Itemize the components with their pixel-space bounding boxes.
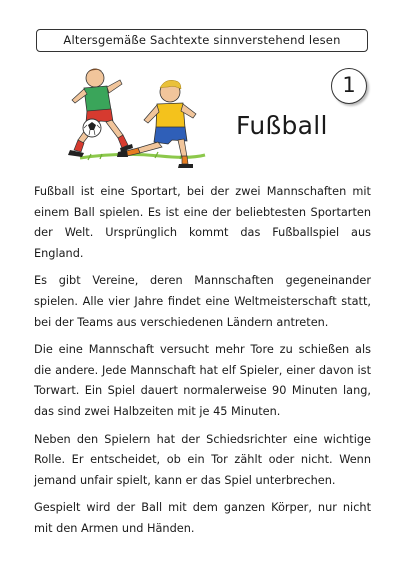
paragraph: Fußball ist eine Sportart, bei der zwei Mannschaften mit einem Ball spielen. Es ist eine der beliebtesten Sportarten der Welt. Ursprünglich kommt das Fußballspiel aus England. (34, 185, 371, 260)
paragraph: Gespielt wird der Ball mit dem ganzen Körper, nur nicht mit den Armen und Händen. (34, 501, 371, 535)
paragraph: Neben den Spielern hat der Schiedsrichter eine wichtige Rolle. Er entscheidet, ob ein Tor zählt oder nicht. Wenn jemand unfair spielt, kann er das Spiel unterbrechen. (34, 432, 371, 487)
yellow-shirt-icon (156, 103, 185, 128)
green-shirt-icon (84, 86, 111, 112)
paragraph: Es gibt Vereine, deren Mannschaften gegeneinander spielen. Alle vier Jahre findet eine Weltmeisterschaft statt, bei der Teams aus verschiedenen Ländern antreten. (34, 274, 371, 329)
page-title: Fußball (236, 111, 328, 140)
soccer-players-illustration (60, 58, 210, 173)
body-text (34, 182, 371, 547)
worksheet-header: Altersgemäße Sachtexte sinnverstehend lesen (36, 29, 368, 52)
paragraph: Die eine Mannschaft versucht mehr Tore zu schießen als die andere. Jede Mannschaft hat elf Spieler, einer davon ist Torwart. Ein Spiel dauert normalerweise 90 Minuten lang, das sind zwei Halbzeiten mit je 45 Minuten. (34, 343, 371, 418)
worksheet-number-badge: 1 (331, 68, 367, 104)
soccer-players-icon (60, 58, 210, 173)
